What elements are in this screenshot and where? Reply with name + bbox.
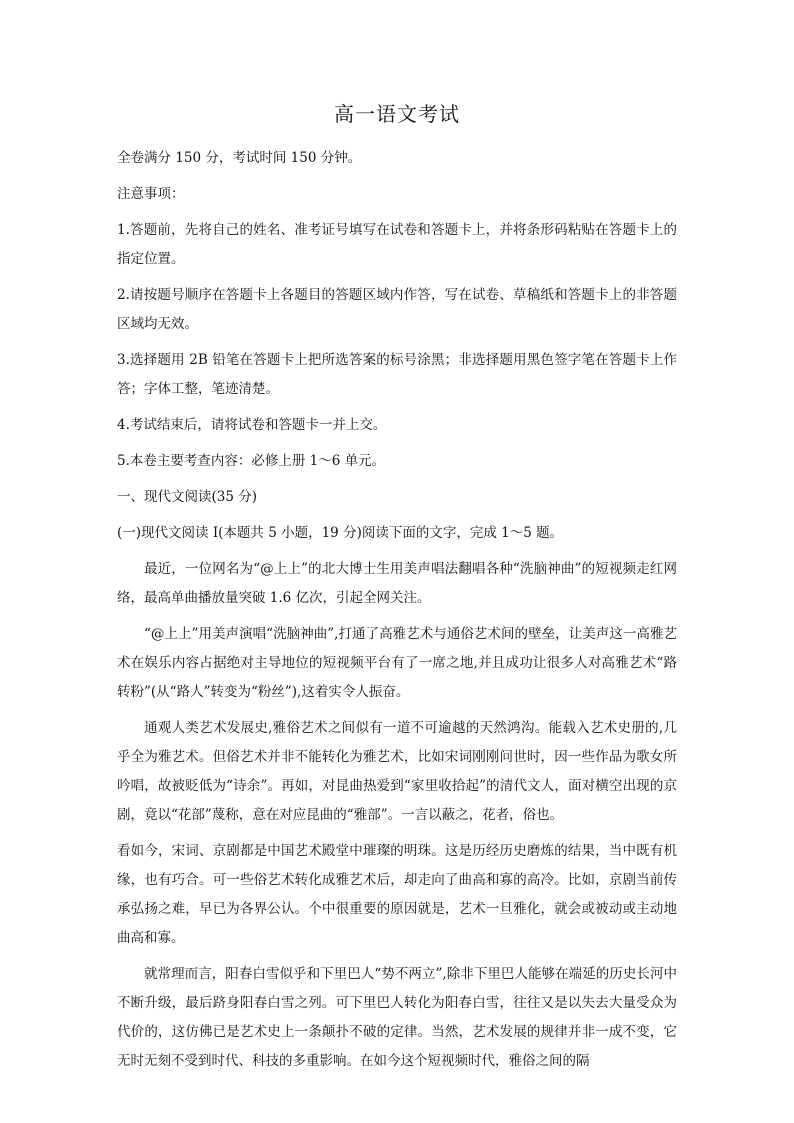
document-body: [117, 144, 677, 1076]
paragraph: “@上上”用美声演唱“洗脑神曲”,打通了高雅艺术与通俗艺术间的壁垒，让美声这一高雅艺术在娱乐内容占据绝对主导地位的短视频平台有了一席之地,并且成功让很多人对高雅艺术“路转粉”(从“路人”转变为“粉丝”),这着实令人振奋。: [117, 626, 677, 700]
paragraph: 3.选择题用 2B 铅笔在答题卡上把所选答案的标号涂黑；非选择题用黑色签字笔在答题卡上作答；字体工整，笔迹清楚。: [117, 352, 677, 397]
paragraph: 一、现代文阅读(35 分): [117, 489, 258, 505]
exam-page: [117, 100, 677, 1083]
paragraph: 注意事项：: [117, 186, 185, 202]
paragraph: 最近，一位网名为“@上上”的北大博士生用美声唱法翻唱各种“洗脑神曲”的短视频走红网络，最高单曲播放量突破 1.6 亿次，引起全网关注。: [117, 561, 677, 606]
paragraph: 全卷满分 150 分，考试时间 150 分钟。: [117, 150, 362, 166]
paragraph: 4.考试结束后，请将试卷和答题卡一并上交。: [117, 417, 387, 433]
paragraph: 就常理而言，阳春白雪似乎和下里巴人“势不两立”,除非下里巴人能够在端延的历史长河中不断升级，最后跻身阳春白雪之列。可下里巴人转化为阳春白雪，往往又是以失去大量受众为代价的，这仿佛已是艺术史上一条颠扑不破的定律。当然，艺术发展的规律并非一成不变，它无时无刻不受到时代、科技的多重影响。在如今这个短视频时代，雅俗之间的隔: [117, 966, 677, 1069]
page-title: 高一语文考试: [334, 102, 460, 126]
paragraph: 看如今，宋词、京剧都是中国艺术殿堂中璀璨的明珠。这是历经历史磨炼的结果，当中既有机缘，也有巧合。可一些俗艺术转化成雅艺术后，却走向了曲高和寡的高冷。比如，京剧当前传承弘扬之难，早已为各界公认。个中很重要的原因就是，艺术一旦雅化，就会或被动或主动地曲高和寡。: [117, 843, 677, 946]
paragraph: 通观人类艺术发展史,雅俗艺术之间似有一道不可逾越的天然鸿沟。能载入艺术史册的,几乎全为雅艺术。但俗艺术并非不能转化为雅艺术，比如宋词刚刚问世时，因一些作品为歌女所吟唱，故被贬低为“诗余”。再如，对昆曲热爱到“家里收拾起”的清代文人，面对横空出现的京剧，竟以“花部”蔑称，意在对应昆曲的“雅部”。一言以蔽之，花者，俗也。: [117, 720, 677, 823]
paragraph: (一)现代文阅读 I(本题共 5 小题，19 分)阅读下面的文字，完成 1～5 题。: [117, 525, 564, 541]
paragraph: 2.请按题号顺序在答题卡上各题目的答题区域内作答，写在试卷、草稿纸和答题卡上的非答题区域均无效。: [117, 287, 677, 332]
paragraph: 1.答题前，先将自己的姓名、准考证号填写在试卷和答题卡上，并将条形码粘贴在答题卡上的指定位置。: [117, 222, 677, 267]
paragraph: 5.本卷主要考查内容：必修上册 1～6 单元。: [117, 453, 386, 469]
